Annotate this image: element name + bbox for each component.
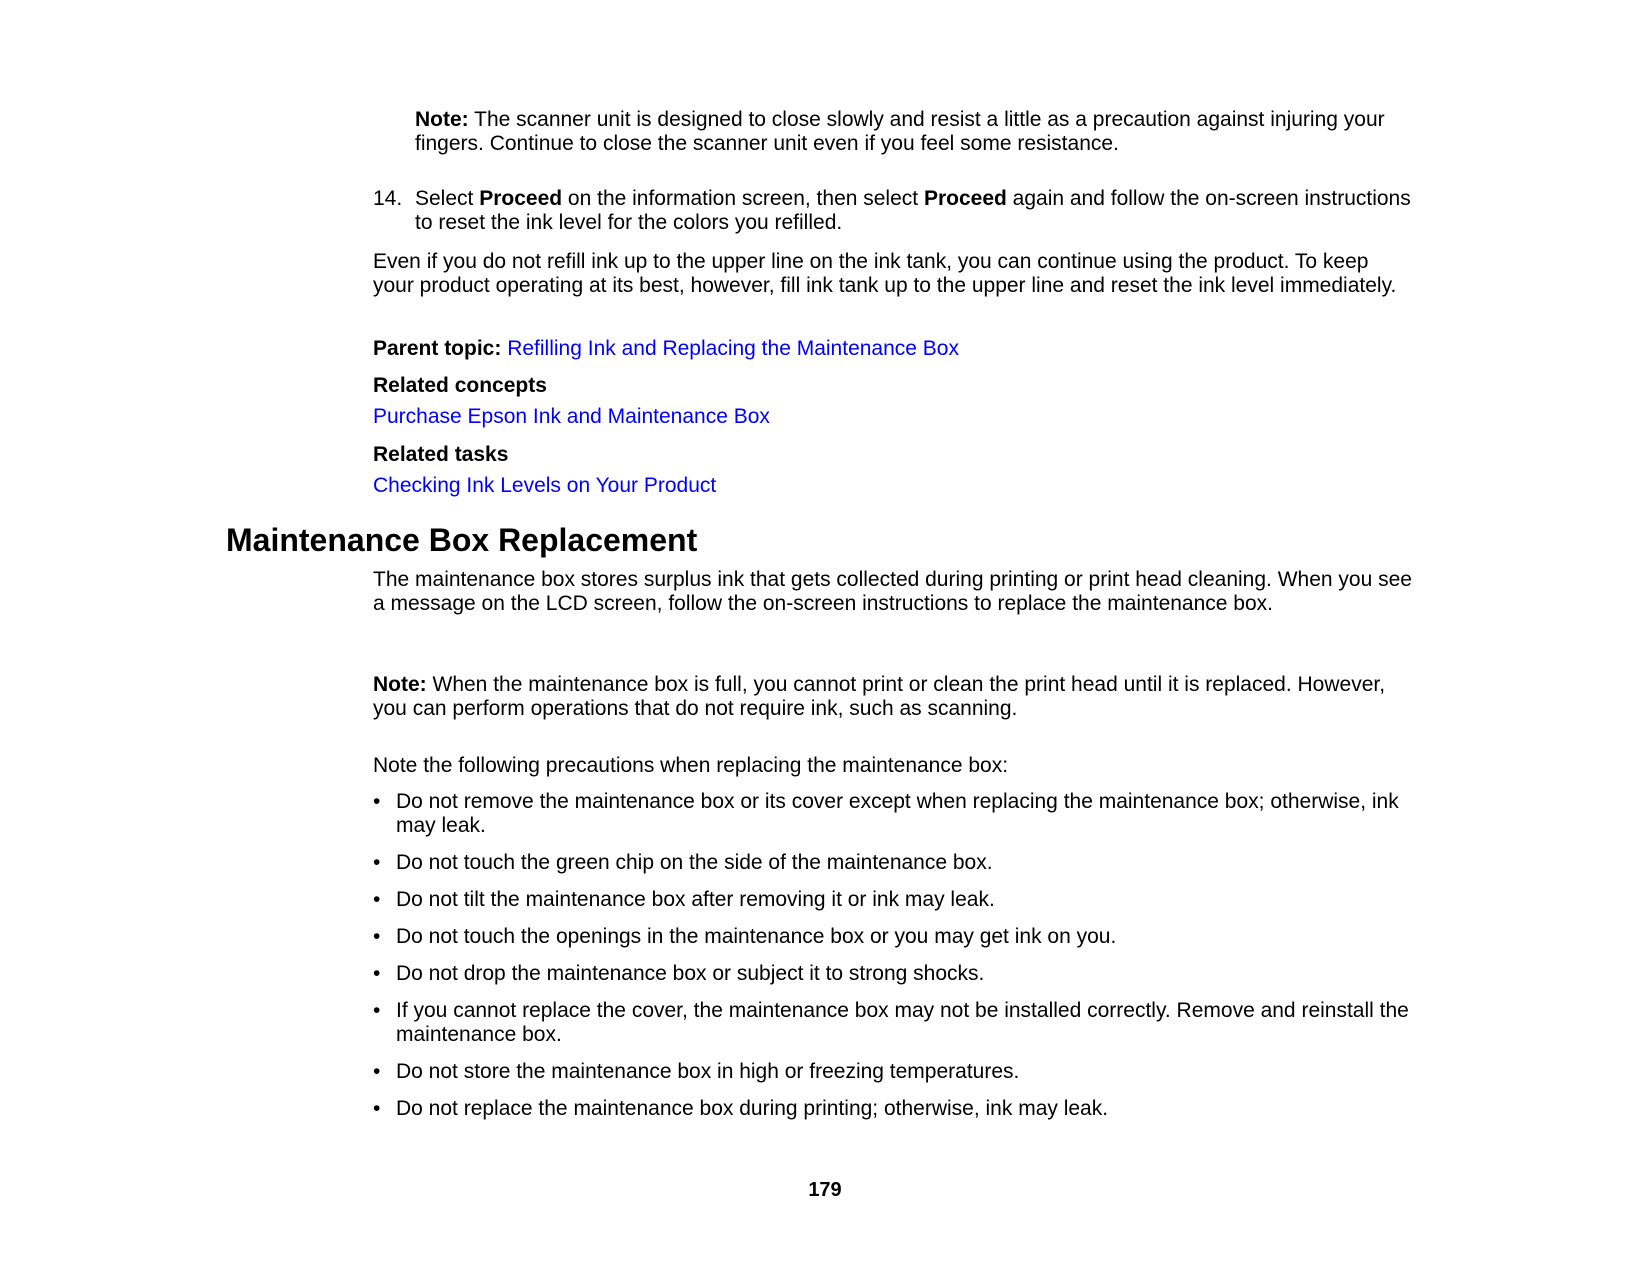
section-intro: The maintenance box stores surplus ink that gets collected during printing or print head cleaning. When you see a message on the LCD screen, follow the on-screen instructions to replace the maintenance box. [373, 568, 1412, 615]
continue-paragraph: Even if you do not refill ink up to the upper line on the ink tank, you can continue using the product. To keep your product operating at its best, however, fill ink tank up to the upper line and reset the ink level immediately. [373, 250, 1397, 297]
precaution-list [373, 790, 1433, 1134]
parent-topic-link[interactable]: Refilling Ink and Replacing the Maintenance Box [507, 337, 959, 360]
list-item: • Do not remove the maintenance box or its cover except when replacing the maintenance box; otherwise, ink may leak. [373, 790, 1433, 838]
note-maintenance-full [373, 673, 1423, 721]
list-item: • Do not touch the green chip on the side of the maintenance box. [373, 851, 1433, 875]
step-text: again and follow the on-screen instructions to reset the ink level for the colors you refilled. [415, 187, 1411, 234]
proceed-term: Proceed [923, 187, 1007, 210]
step-text: on the information screen, then select [562, 187, 924, 210]
list-item: • If you cannot replace the cover, the maintenance box may not be installed correctly. Remove and reinstall the maintenance box. [373, 999, 1433, 1047]
list-item: • Do not store the maintenance box in high or freezing temperatures. [373, 1060, 1433, 1084]
note-scanner-unit [415, 108, 1415, 156]
list-item: • Do not tilt the maintenance box after removing it or ink may leak. [373, 888, 1433, 912]
list-item: • Do not touch the openings in the maintenance box or you may get ink on you. [373, 925, 1433, 949]
note-text: When the maintenance box is full, you cannot print or clean the print head until it is replaced. However, you can perform operations that do not require ink, such as scanning. [373, 673, 1386, 720]
note-text: The scanner unit is designed to close slowly and resist a little as a precaution against injuring your fingers. Continue to close the scanner unit even if you feel some resistance. [415, 108, 1385, 155]
step-body [415, 187, 1433, 235]
note-label: Note: [415, 108, 469, 131]
step-14 [373, 187, 1433, 235]
list-item: • Do not replace the maintenance box during printing; otherwise, ink may leak. [373, 1097, 1433, 1121]
step-number: 14. [373, 187, 403, 210]
list-item: • Do not drop the maintenance box or subject it to strong shocks. [373, 962, 1433, 986]
related-concepts-heading: Related concepts [373, 374, 547, 397]
parent-topic [373, 337, 959, 361]
related-tasks-heading: Related tasks [373, 443, 509, 466]
related-task-link[interactable]: Checking Ink Levels on Your Product [373, 474, 717, 497]
proceed-term: Proceed [479, 187, 563, 210]
related-concept-link[interactable]: Purchase Epson Ink and Maintenance Box [373, 405, 770, 428]
precaution-intro: Note the following precautions when replacing the maintenance box: [373, 754, 1009, 777]
note-label: Note: [373, 673, 427, 696]
step-text: Select [415, 187, 480, 210]
parent-topic-label: Parent topic: [373, 337, 502, 360]
section-heading: Maintenance Box Replacement [226, 522, 698, 558]
page-number: 179 [808, 1179, 842, 1201]
